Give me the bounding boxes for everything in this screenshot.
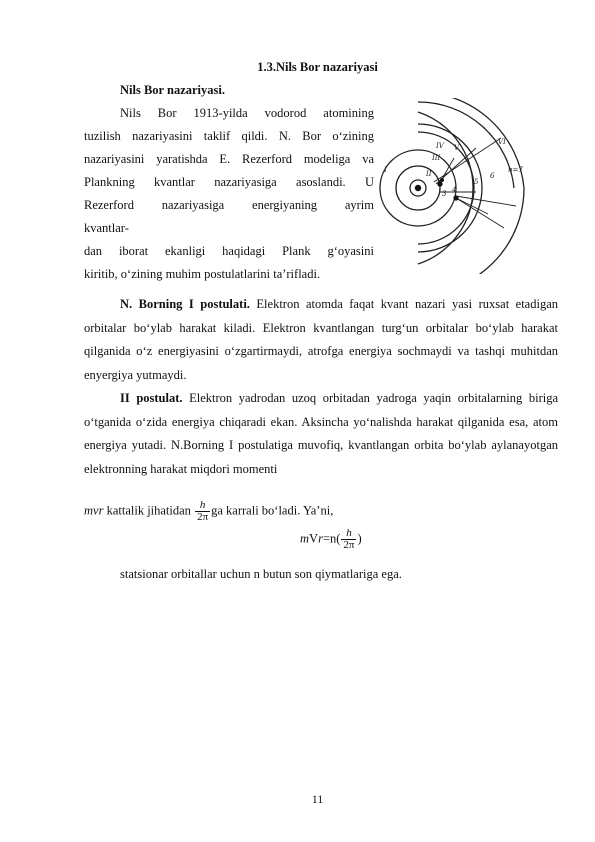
figure-label: 4 <box>452 186 457 194</box>
closing-line: statsionar orbitallar uchun n butun son qiymatlariga ega. <box>120 567 402 581</box>
text-line: kiritib, o‘zining muhim postulatlarini ta’rifladi. <box>84 267 321 281</box>
momentum-text-post: ga karrali bo‘ladi. Ya’ni, <box>211 503 334 518</box>
fraction-numerator: h <box>195 500 210 512</box>
nucleus <box>415 185 421 191</box>
formula-r: r <box>318 531 323 546</box>
text-line: Rezerford nazariyasiga energiyaning ayrim <box>84 198 374 212</box>
page-number: 11 <box>311 792 324 806</box>
page-title: 1.3.Nils Bor nazariyasi <box>257 60 378 74</box>
h-over-2pi <box>195 500 210 523</box>
figure-label: VI <box>498 138 506 146</box>
orbit-7 <box>418 98 524 274</box>
formula-m: m <box>300 531 310 546</box>
fraction-numerator: h <box>341 528 356 540</box>
formula-v: V <box>309 531 319 546</box>
section-subtitle: Nils Bor nazariyasi. <box>120 83 225 97</box>
text-line: tuzilish nazariyasini taklif qildi. N. Bor o‘zining <box>84 129 374 143</box>
text-line: Nils Bor 1913-yilda vodorod atomining <box>120 106 374 120</box>
electron <box>453 195 458 200</box>
text-line: Plankning kvantlar nazariyasiga asoslandi. U <box>84 175 374 189</box>
figure-label: 5 <box>474 178 479 186</box>
figure-label: IV <box>436 142 444 150</box>
text-line: nazariyasini yaratishda E. Rezerford modeliga va <box>84 152 374 166</box>
momentum-line <box>84 500 333 523</box>
mvr-symbol: mvr <box>84 503 104 518</box>
figure-label: I <box>384 166 387 174</box>
formula-fraction <box>341 528 356 551</box>
formula-equals: =n( <box>322 531 341 546</box>
text-line: kvantlar- <box>84 221 129 235</box>
postulate-1-text: Elektron atomda faqat kvant nazari yasi ruxsat etadigan orbitalar bo‘ylab harakat kiladi. Elektron kvantlangan turg‘un orbitalar bo‘ylab harakat qilganida o‘z energiyasini o‘zgartirmaydi, atrofga energiya sochmaydi va tashqi muhitdan enyergiya yutmaydi. <box>84 297 558 382</box>
figure-label: V <box>454 144 460 152</box>
formula-close-paren: ) <box>357 531 362 546</box>
postulate-1-title: N. Borning I postulati. <box>120 297 250 311</box>
postulate-2-title: II postulat. <box>120 391 183 405</box>
figure-label: n=7 <box>508 166 523 174</box>
figure-label: II <box>426 170 432 178</box>
figure-label: 6 <box>490 172 495 180</box>
text-line: dan iborat ekanligi haqidagi Plank g‘oyasini <box>84 244 374 258</box>
figure-label: 3 <box>442 190 447 198</box>
postulate-1-paragraph <box>84 293 558 387</box>
fraction-denominator: 2π <box>197 511 209 523</box>
momentum-text-pre: kattalik jihatidan <box>103 503 195 518</box>
quantization-formula <box>300 528 362 551</box>
postulate-2-text: Elektron yadrodan uzoq orbitadan yadroga yaqin orbitalarning biriga o‘tganida o‘zida energiya chiqaradi ekan. Aksincha yo‘nalishda harakat qilganida esa, atom energiya yutadi. N.Borning I postulatiga muvofiq, kvantlangan orbita bo‘ylab aylanayotgan elektronning harakat miqdori momenti <box>84 391 558 476</box>
postulate-2-paragraph <box>84 387 558 481</box>
electron <box>440 178 444 182</box>
transition-line <box>456 196 516 206</box>
figure-label: III <box>432 154 441 162</box>
electron <box>437 181 442 186</box>
bohr-orbits-figure <box>376 98 556 274</box>
fraction-denominator: 2π <box>343 539 355 551</box>
